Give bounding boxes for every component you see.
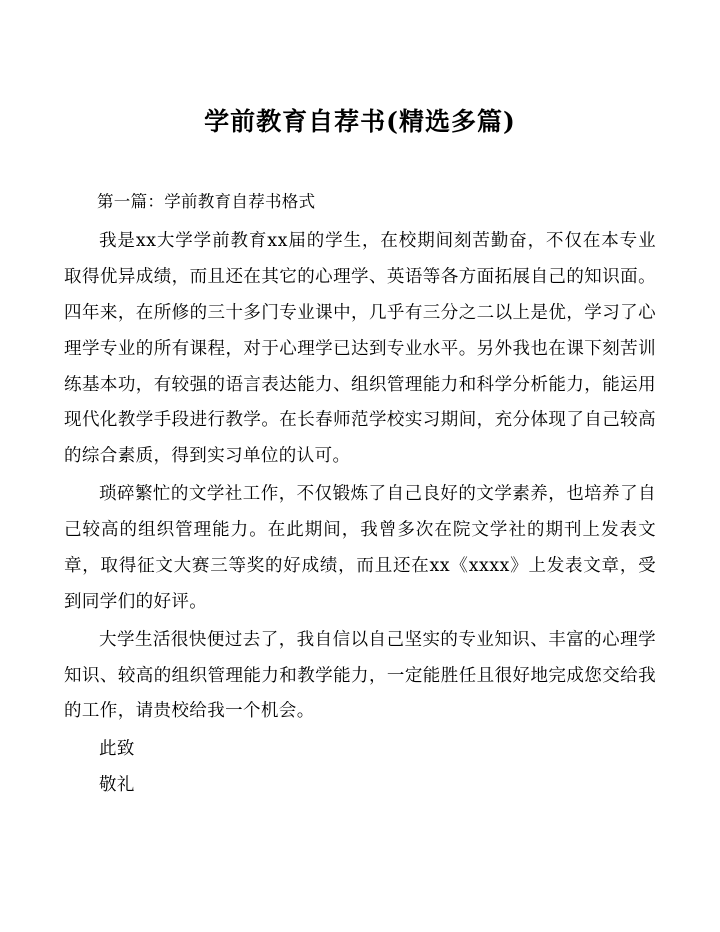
section-heading: 第一篇：学前教育自荐书格式 <box>97 192 316 211</box>
body-paragraph-2: 琐碎繁忙的文学社工作，不仅锻炼了自己良好的文学素养，也培养了自己较高的组织管理能力。在此期间，我曾多次在院文学社的期刊上发表文章，取得征文大赛三等奖的好成绩，而且还在xx《xxxx》上发表文章，受到同学们的好评。 <box>64 484 656 612</box>
page-title: 学前教育自荐书(精选多篇) <box>204 107 516 136</box>
closing-line-1: 此致 <box>99 739 135 760</box>
body-paragraph-3: 大学生活很快便过去了，我自信以自己坚实的专业知识、丰富的心理学知识、较高的组织管理能力和教学能力，一定能胜任且很好地完成您交给我的工作，请贵校给我一个机会。 <box>64 629 656 722</box>
closing-line-2: 敬礼 <box>99 775 135 796</box>
body-paragraph-1: 我是xx大学学前教育xx届的学生，在校期间刻苦勤奋，不仅在本专业取得优异成绩，而且还在其它的心理学、英语等各方面拓展自己的知识面。四年来，在所修的三十多门专业课中，几乎有三分之二以上是优，学习了心理学专业的所有课程，对于心理学已达到专业水平。另外我也在课下刻苦训练基本功，有较强的语言表达能力、组织管理能力和科学分析能力，能运用现代化教学手段进行教学。在长春师范学校实习期间，充分体现了自己较高的综合素质，得到实习单位的认可。 <box>64 231 656 467</box>
